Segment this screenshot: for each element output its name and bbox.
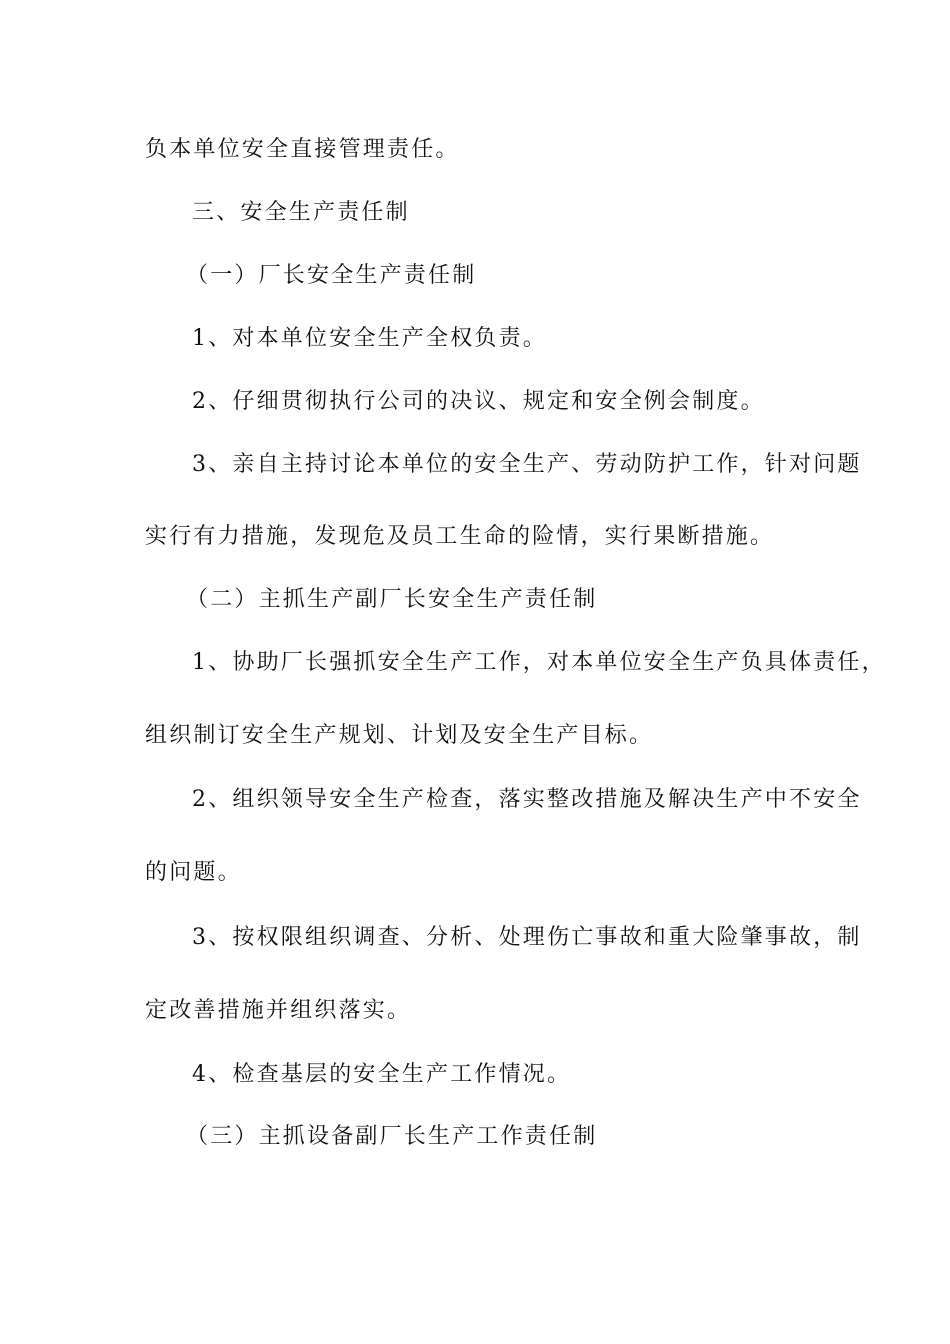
subsection-heading: （三）主抓设备副厂长生产工作责任制 <box>186 1124 598 1149</box>
body-line: 的问题。 <box>145 860 242 885</box>
list-item: 4、检查基层的安全生产工作情况。 <box>192 1062 572 1087</box>
list-item: 2、组织领导安全生产检查，落实整改措施及解决生产中不安全 <box>192 787 862 812</box>
subsection-heading: （二）主抓生产副厂长安全生产责任制 <box>186 587 598 612</box>
subsection-heading: （一）厂长安全生产责任制 <box>186 263 477 288</box>
body-line: 实行有力措施，发现危及员工生命的险情，实行果断措施。 <box>145 524 775 549</box>
body-line: 定改善措施并组织落实。 <box>145 998 412 1023</box>
list-item: 1、协助厂长强抓安全生产工作，对本单位安全生产负具体责任， <box>192 650 886 675</box>
section-heading: 三、安全生产责任制 <box>192 200 410 225</box>
body-line: 负本单位安全直接管理责任。 <box>145 137 460 162</box>
body-line: 组织制订安全生产规划、计划及安全生产目标。 <box>145 723 654 748</box>
list-item: 3、亲自主持讨论本单位的安全生产、劳动防护工作，针对问题 <box>192 452 862 477</box>
list-item: 1、对本单位安全生产全权负责。 <box>192 326 547 351</box>
list-item: 2、仔细贯彻执行公司的决议、规定和安全例会制度。 <box>192 389 765 414</box>
list-item: 3、按权限组织调查、分析、处理伤亡事故和重大险肇事故，制 <box>192 925 862 950</box>
